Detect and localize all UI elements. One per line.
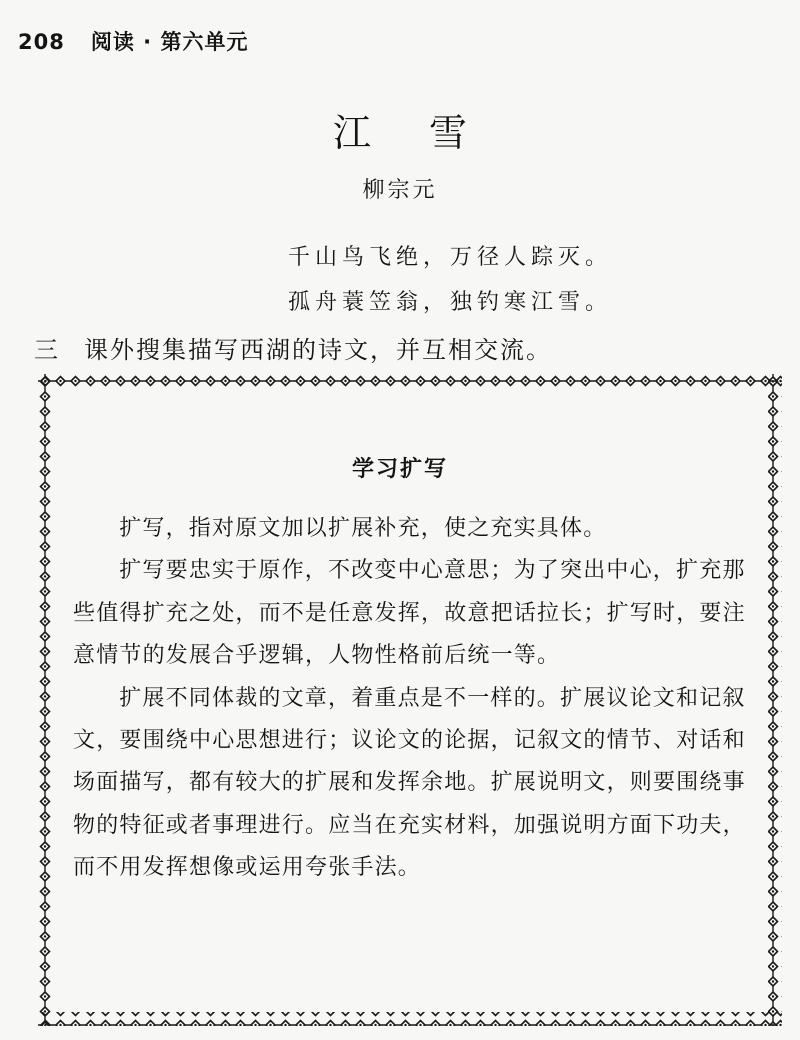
poem-title: 江雪: [332, 111, 525, 155]
paragraph-1: 扩写，指对原文加以扩展补充，使之充实具体。: [119, 516, 607, 541]
poem-author: 柳宗元: [362, 178, 438, 203]
exercise-text: 课外搜集描写西湖的诗文，并互相交流。: [84, 336, 552, 364]
exercise-item: [34, 330, 552, 365]
paragraph-3: 扩展不同体裁的文章，着重点是不一样的。扩展议论文和记叙文，要围绕中心思想进行；议论文的论据，记叙文的情节、对话和场面描写，都有较大的扩展和发挥余地。扩展说明文，则要围绕事物的特征或者事理进行。应当在充实材料，加强说明方面下功夫，而不用发挥想像或运用夸张手法。: [73, 685, 746, 881]
poem-line-2: 孤舟蓑笠翁，独钓寒江雪。: [288, 290, 613, 315]
poem-line-1: 千山鸟飞绝，万径人踪灭。: [288, 245, 613, 270]
page-number: 208: [18, 30, 65, 54]
section-title: 阅读 · 第六单元: [90, 30, 249, 54]
page-header: [18, 26, 248, 56]
paragraph-2: 扩写要忠实于原作，不改变中心意思；为了突出中心，扩充那些值得扩充之处，而不是任意发挥，故意把话拉长；扩写时，要注意情节的发展合乎逻辑，人物性格前后统一等。: [73, 558, 746, 669]
box-body: [73, 508, 753, 890]
exercise-number: 三: [34, 336, 60, 364]
box-title: 学习扩写: [351, 457, 448, 482]
